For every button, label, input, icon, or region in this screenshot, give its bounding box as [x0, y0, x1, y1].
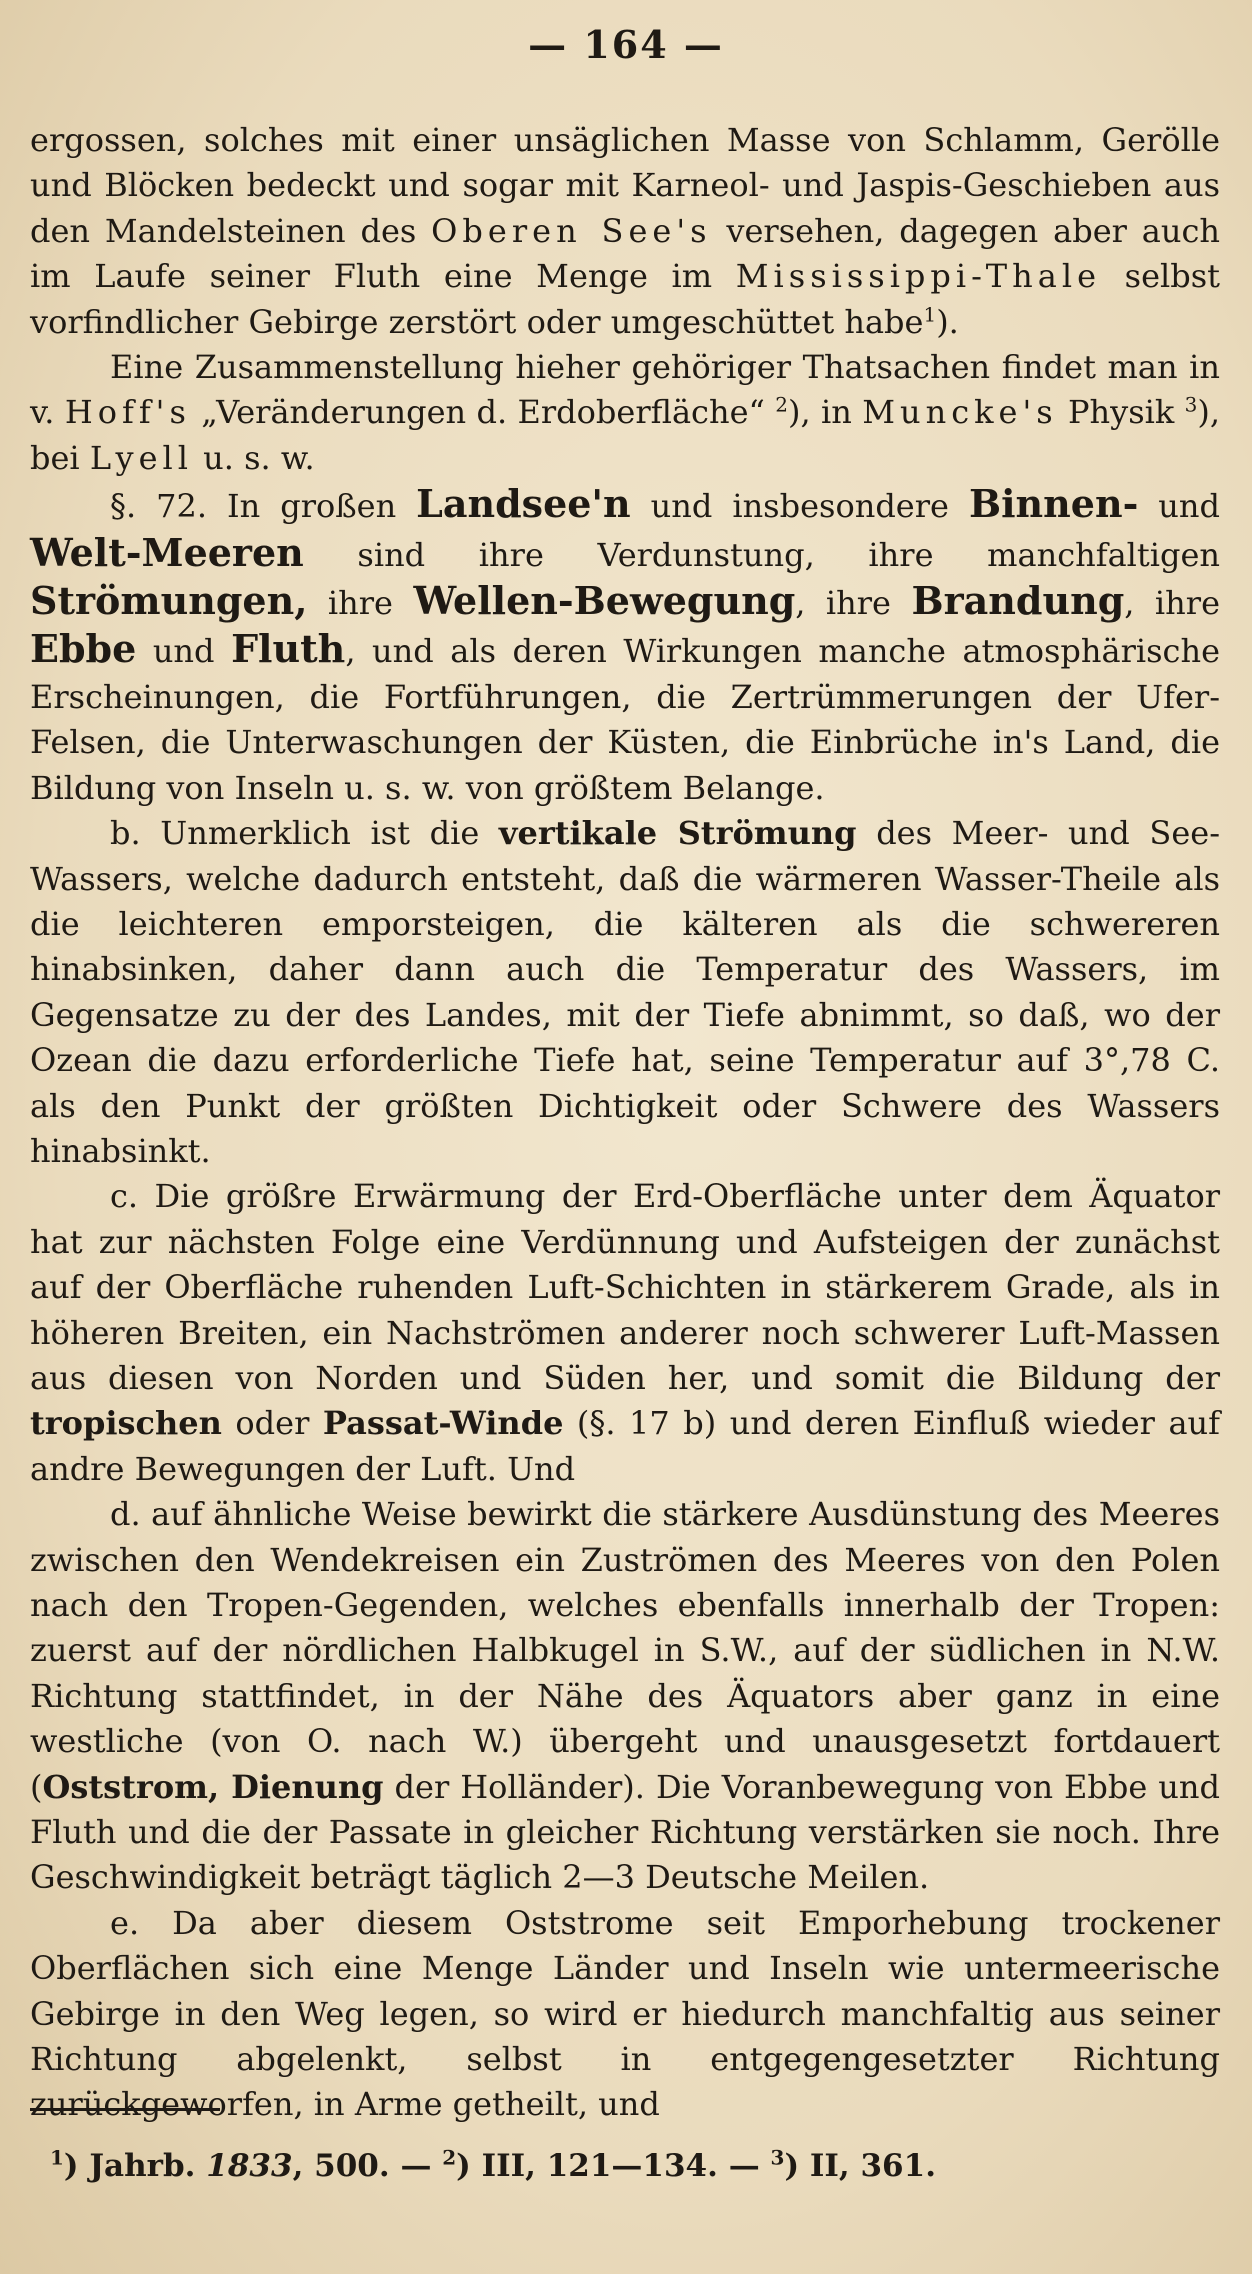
footnote-text: , 500. —: [292, 2148, 443, 2184]
paragraph-e: [30, 1901, 1220, 2128]
text-run: „Veränderungen d. Erdoberfläche“: [190, 393, 776, 432]
text-run: Eine Zusammenstellung hieher gehöriger Thatsachen findet man in v.: [30, 348, 1220, 432]
main-text: [30, 118, 1220, 2128]
footnote-mark: 2: [442, 2145, 457, 2170]
text-run: , und als deren Wirkungen manche atmosphärische Erscheinungen, die Fortführungen, die Zertrümmerungen der Ufer-Felsen, die Unterwaschungen der Küsten, die Einbrüche in's Land, die Bildung von Inseln u. s. w. von größtem Belange.: [30, 632, 1221, 807]
text-run: ).: [936, 302, 959, 341]
author-name: Muncke's: [862, 393, 1058, 432]
emphasis-term: vertikale Strömung: [498, 814, 857, 853]
text-run: d. auf ähnliche Weise bewirkt die stärkere Ausdünstung des Meeres zwischen den Wendekreisen ein Zuströmen des Meeres von den Polen nach den Tropen-Gegenden, welches ebenfalls innerhalb der Tropen: zuerst auf der nördlichen Halbkugel in S.W., auf der südlichen in N.W. Richtung stattfindet, in der Nähe des Äquators aber ganz in eine westliche (von O. nach W.) übergeht und unausgesetzt fortdauert (: [30, 1495, 1220, 1806]
text-run: ), in: [787, 393, 863, 432]
footnote-text: ) Jahrb.: [63, 2148, 207, 2184]
text-run: u. s. w.: [193, 438, 315, 477]
emphasis-term: Binnen-: [968, 481, 1139, 527]
footnote-year: 1833: [206, 2148, 293, 2184]
author-name: Lyell: [89, 438, 193, 477]
footnote-ref: 2: [775, 392, 788, 417]
paragraph-d: [30, 1492, 1220, 1901]
text-run: §. 72. In großen: [110, 487, 417, 526]
page-number: — 164 —: [528, 22, 724, 67]
place-name: Mississippi-Thale: [735, 257, 1101, 296]
text-run: oder: [221, 1404, 323, 1443]
text-run: des Meer- und See-Wassers, welche dadurch entsteht, daß die wärmeren Wasser-Theile als die leichteren emporsteigen, die kälteren als die schwereren hinabsinken, daher dann auch die Temperatur des Wassers, im Gegensatze zu der des Landes, mit der Tiefe abnimmt, so daß, wo der Ozean die dazu erforderliche Tiefe hat, seine Temperatur auf 3°,78 C. als den Punkt der größten Dichtigkeit oder Schwere des Wassers hinabsinkt.: [30, 814, 1221, 1170]
text-run: und insbesondere: [630, 487, 969, 526]
paragraph-1: [30, 118, 1220, 345]
footnote-divider: [30, 2108, 220, 2111]
text-run: und: [1138, 487, 1221, 526]
emphasis-term: Brandung: [911, 578, 1125, 624]
emphasis-term: Oststrom, Dienung: [42, 1767, 384, 1806]
section-72: [30, 481, 1220, 811]
text-run: der Holländer). Die Voranbewegung von Ebbe und Fluth und die der Passate in gleicher Richtung verstärken sie noch. Ihre Geschwindigkeit beträgt täglich 2—3 Deutsche Meilen.: [30, 1767, 1221, 1897]
text-run: , ihre: [1124, 584, 1221, 623]
footnote-ref: 3: [1184, 392, 1198, 417]
emphasis-term: Ebbe: [30, 626, 137, 672]
paragraph-2: [30, 345, 1220, 481]
paragraph-b: [30, 811, 1220, 1174]
emphasis-term: Welt-Meeren: [30, 529, 304, 575]
footnote-mark: 1: [50, 2145, 64, 2170]
text-run: ergossen, solches mit einer unsäglichen Masse von Schlamm, Gerölle und Blöcken bedeckt und sogar mit Karneol- und Jaspis-Geschieben aus den Mandelsteinen des: [30, 121, 1220, 250]
place-name: Oberen See's: [431, 211, 712, 250]
text-run: und: [136, 632, 232, 671]
text-run: sind ihre Verdunstung, ihre manchfaltigen: [303, 535, 1220, 574]
text-run: c. Die größre Erwärmung der Erd-Oberfläche unter dem Äquator hat zur nächsten Folge eine Verdünnung und Aufsteigen der zunächst auf der Oberfläche ruhenden Luft-Schichten in stärkerem Grade, als in höheren Breiten, ein Nachströmen anderer noch schwerer Luft-Massen aus diesen von Norden und Süden her, und somit die Bildung der: [30, 1177, 1220, 1397]
footnote-ref: 1: [923, 301, 937, 326]
emphasis-term: tropischen: [30, 1404, 222, 1443]
text-run: (§. 17 b) und deren Einfluß wieder auf andre Bewegungen der Luft. Und: [30, 1404, 1221, 1488]
text-run: b. Unmerklich ist die: [110, 814, 499, 853]
text-run: selbst vorfindlicher Gebirge zerstört oder umgeschüttet habe: [30, 257, 1220, 341]
text-run: e. Da aber diesem Oststrome seit Emporhebung trockener Oberflächen sich eine Menge Länder und Inseln wie untermeerische Gebirge in den Weg legen, so wird er hiedurch manchfaltig aus seiner Richtung abgelenkt, selbst in entgegengesetzter Richtung zurückgeworfen, in Arme getheilt, und: [30, 1903, 1220, 2124]
paragraph-c: [30, 1174, 1220, 1492]
emphasis-term: Wellen-Bewegung: [413, 578, 796, 624]
emphasis-term: Fluth: [231, 626, 346, 672]
emphasis-term: Passat-Winde: [322, 1404, 564, 1443]
footnote-mark: 3: [770, 2145, 785, 2170]
footnote-text: ) III, 121—134. —: [456, 2148, 771, 2184]
text-run: Physik: [1057, 393, 1185, 432]
emphasis-term: Landsee'n: [416, 481, 631, 527]
text-run: ), bei: [30, 393, 1221, 477]
footnote-text: ) II, 361.: [784, 2148, 936, 2184]
text-run: ihre: [307, 584, 414, 623]
author-name: Hoff's: [64, 393, 191, 432]
footnotes: [50, 2145, 1220, 2184]
text-run: versehen, dagegen aber auch im Laufe seiner Fluth eine Menge im: [30, 211, 1221, 296]
text-run: , ihre: [795, 584, 912, 623]
emphasis-term: Strömungen,: [30, 578, 308, 624]
